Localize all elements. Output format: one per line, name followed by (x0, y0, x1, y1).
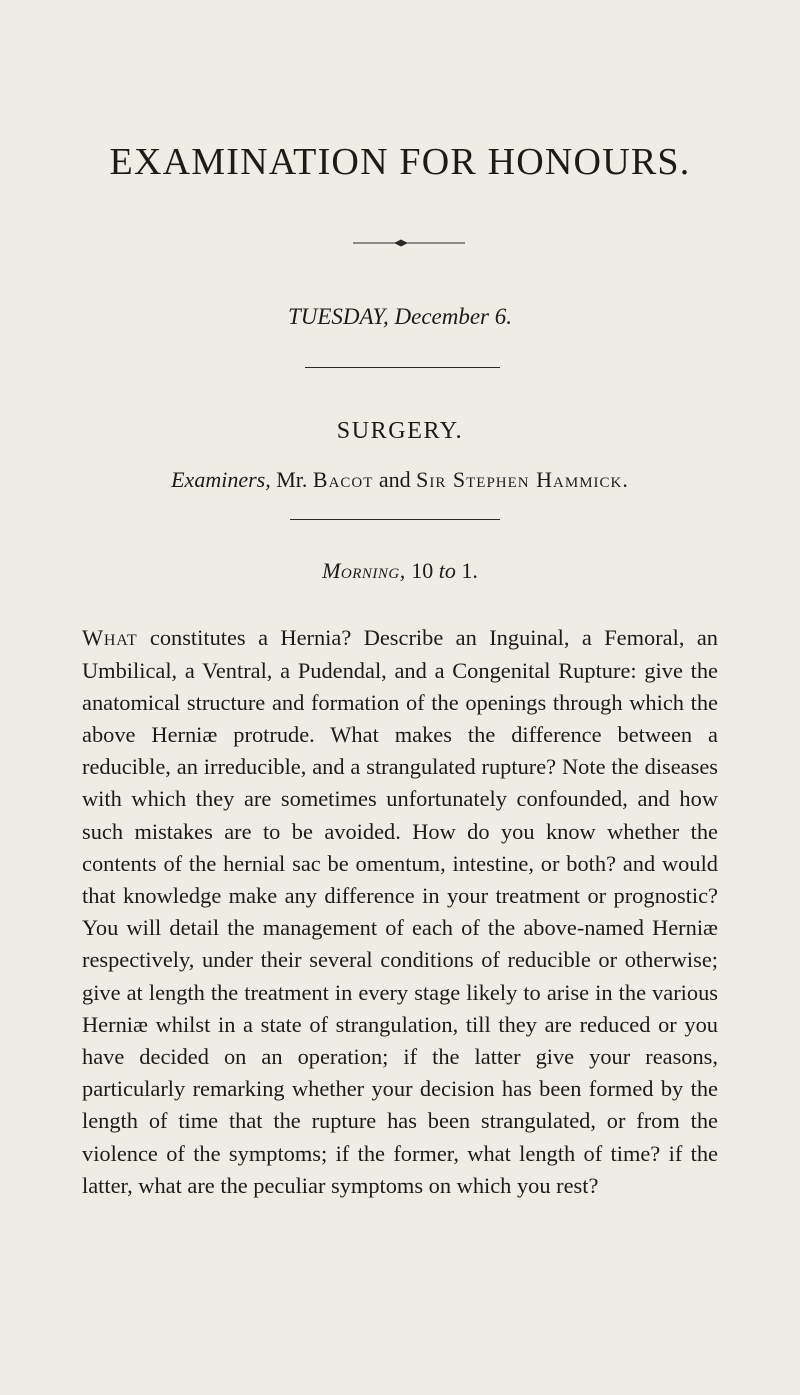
session-time (0, 556, 800, 586)
examiner-title: Mr. (276, 467, 308, 492)
session-label: Morning, (322, 558, 406, 583)
divider-rule (305, 367, 500, 368)
question-lead-word: What (82, 625, 138, 651)
examiner-name: Sir Stephen Hammick. (416, 467, 629, 492)
session-start: 10 (411, 558, 434, 583)
question-paragraph (82, 622, 718, 1202)
examiners-conjunction: and (378, 467, 411, 492)
divider-rule (290, 519, 500, 520)
session-end: 1. (461, 558, 478, 583)
examiner-name: Bacot (312, 467, 374, 492)
examiners-label: Examiners, (171, 467, 271, 492)
session-to: to (438, 558, 456, 583)
subject-heading: SURGERY. (336, 418, 464, 444)
question-text: constitutes a Hernia? Describe an Inguinal, a Femoral, an Umbilical, a Ventral, a Pudendal, and a Congenital Rupture: give the anatomical structure and formation of the openings through which the above Herniæ protrude. What makes the difference between a reducible, an irreducible, and a strangulated rupture? Note the diseases with which they are sometimes unfortunately confounded, and how such mistakes are to be avoided. How do you know whether the contents of the hernial sac be omentum, intestine, or both? and would that knowledge make any difference in your treatment or prognostic? You will detail the management of each of the above-named Herniæ respectively, under their several conditions of reducible or otherwise; give at length the treatment in every stage likely to arise in the various Herniæ whilst in a state of strangulation, till they are reduced or you have decided on an operation; if the latter give your reasons, particularly remarking whether your decision has been formed by the length of time that the rupture has been strangulated, or from the violence of the symptoms; if the former, what length of time? if the latter, what are the peculiar symptoms on which you rest? (82, 625, 718, 1198)
examiners-line (0, 465, 800, 495)
page-title: EXAMINATION FOR HONOURS. (109, 141, 691, 183)
exam-date: TUESDAY, December 6. (287, 304, 513, 329)
diamond-rule-ornament-icon (353, 238, 465, 248)
